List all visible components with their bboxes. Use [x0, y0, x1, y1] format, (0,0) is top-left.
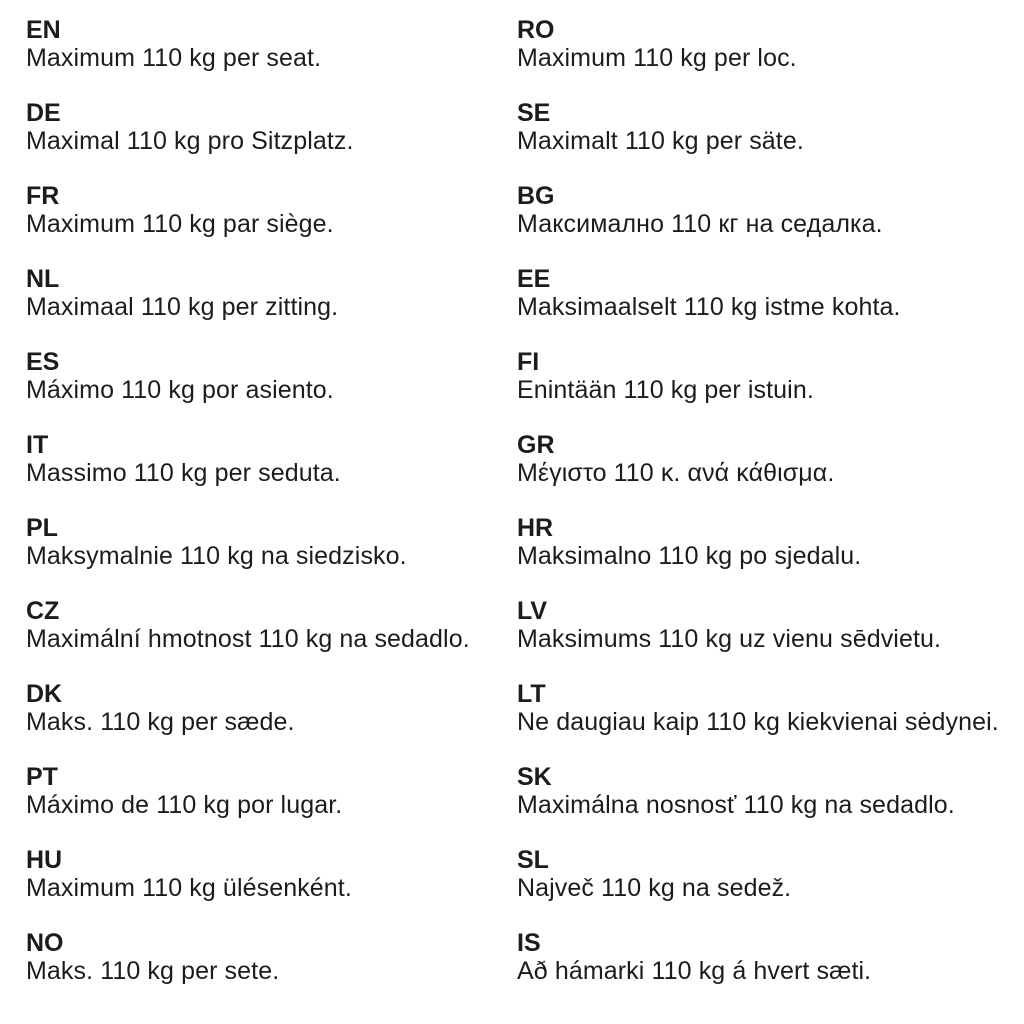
language-code-gr: GR: [517, 431, 555, 459]
translation-text-ro: Maximum 110 kg per loc.: [517, 44, 797, 72]
translation-entry-gr: [517, 431, 1024, 488]
translation-entry-bg: [517, 182, 1024, 239]
translation-entry-ro: [517, 16, 1024, 73]
translation-text-fi: Enintään 110 kg per istuin.: [517, 376, 814, 404]
translation-entry-lv: [517, 597, 1024, 654]
language-code-is: IS: [517, 929, 541, 957]
translation-text-sl: Največ 110 kg na sedež.: [517, 874, 792, 902]
language-code-hu: HU: [26, 846, 63, 874]
translation-text-lv: Maksimums 110 kg uz vienu sēdvietu.: [517, 625, 942, 653]
translations-column-left: [26, 16, 517, 1012]
translation-entry-nl: [26, 265, 517, 322]
translation-text-no: Maks. 110 kg per sete.: [26, 957, 280, 985]
language-code-lv: LV: [517, 597, 548, 625]
language-code-se: SE: [517, 99, 551, 127]
translation-text-de: Maximal 110 kg pro Sitzplatz.: [26, 127, 354, 155]
translation-entry-hr: [517, 514, 1024, 571]
language-code-sl: SL: [517, 846, 549, 874]
translation-entry-se: [517, 99, 1024, 156]
translation-text-gr: Μέγιστο 110 κ. ανά κάθισμα.: [517, 459, 835, 487]
translation-entry-en: [26, 16, 517, 73]
translation-entry-no: [26, 929, 517, 986]
translation-text-es: Máximo 110 kg por asiento.: [26, 376, 334, 404]
translation-text-hu: Maximum 110 kg ülésenként.: [26, 874, 352, 902]
translation-text-bg: Максимално 110 кг на седалка.: [517, 210, 883, 238]
translation-entry-it: [26, 431, 517, 488]
language-code-lt: LT: [517, 680, 546, 708]
language-code-it: IT: [26, 431, 49, 459]
translation-entry-ee: [517, 265, 1024, 322]
translations-column-right: [517, 16, 1024, 1012]
translation-entry-pl: [26, 514, 517, 571]
language-code-es: ES: [26, 348, 60, 376]
language-code-de: DE: [26, 99, 61, 127]
language-code-pt: PT: [26, 763, 58, 791]
translation-text-pt: Máximo de 110 kg por lugar.: [26, 791, 343, 819]
language-code-hr: HR: [517, 514, 554, 542]
translation-entry-is: [517, 929, 1024, 986]
translation-text-nl: Maximaal 110 kg per zitting.: [26, 293, 339, 321]
language-code-fi: FI: [517, 348, 540, 376]
translation-entry-fr: [26, 182, 517, 239]
translation-text-pl: Maksymalnie 110 kg na siedzisko.: [26, 542, 407, 570]
translation-entry-hu: [26, 846, 517, 903]
language-code-cz: CZ: [26, 597, 60, 625]
translation-entry-sl: [517, 846, 1024, 903]
language-code-sk: SK: [517, 763, 552, 791]
language-code-fr: FR: [26, 182, 60, 210]
translation-text-dk: Maks. 110 kg per sæde.: [26, 708, 295, 736]
translation-text-it: Massimo 110 kg per seduta.: [26, 459, 341, 487]
translation-entry-cz: [26, 597, 517, 654]
language-code-dk: DK: [26, 680, 63, 708]
translation-text-cz: Maximální hmotnost 110 kg na sedadlo.: [26, 625, 470, 653]
language-code-bg: BG: [517, 182, 555, 210]
language-code-nl: NL: [26, 265, 60, 293]
translation-entry-pt: [26, 763, 517, 820]
translation-text-lt: Ne daugiau kaip 110 kg kiekvienai sėdynei.: [517, 708, 999, 736]
translation-text-sk: Maximálna nosnosť 110 kg na sedadlo.: [517, 791, 955, 819]
translation-text-en: Maximum 110 kg per seat.: [26, 44, 322, 72]
language-code-ee: EE: [517, 265, 551, 293]
translation-entry-de: [26, 99, 517, 156]
translation-entry-lt: [517, 680, 1024, 737]
translation-text-ee: Maksimaalselt 110 kg istme kohta.: [517, 293, 901, 321]
translation-entry-sk: [517, 763, 1024, 820]
translation-entry-es: [26, 348, 517, 405]
translation-entry-dk: [26, 680, 517, 737]
language-code-pl: PL: [26, 514, 58, 542]
language-code-ro: RO: [517, 16, 555, 44]
language-code-en: EN: [26, 16, 61, 44]
translation-text-se: Maximalt 110 kg per säte.: [517, 127, 804, 155]
translation-entry-fi: [517, 348, 1024, 405]
translation-text-is: Að hámarki 110 kg á hvert sæti.: [517, 957, 872, 985]
translation-text-hr: Maksimalno 110 kg po sjedalu.: [517, 542, 862, 570]
language-code-no: NO: [26, 929, 64, 957]
translation-text-fr: Maximum 110 kg par siège.: [26, 210, 334, 238]
